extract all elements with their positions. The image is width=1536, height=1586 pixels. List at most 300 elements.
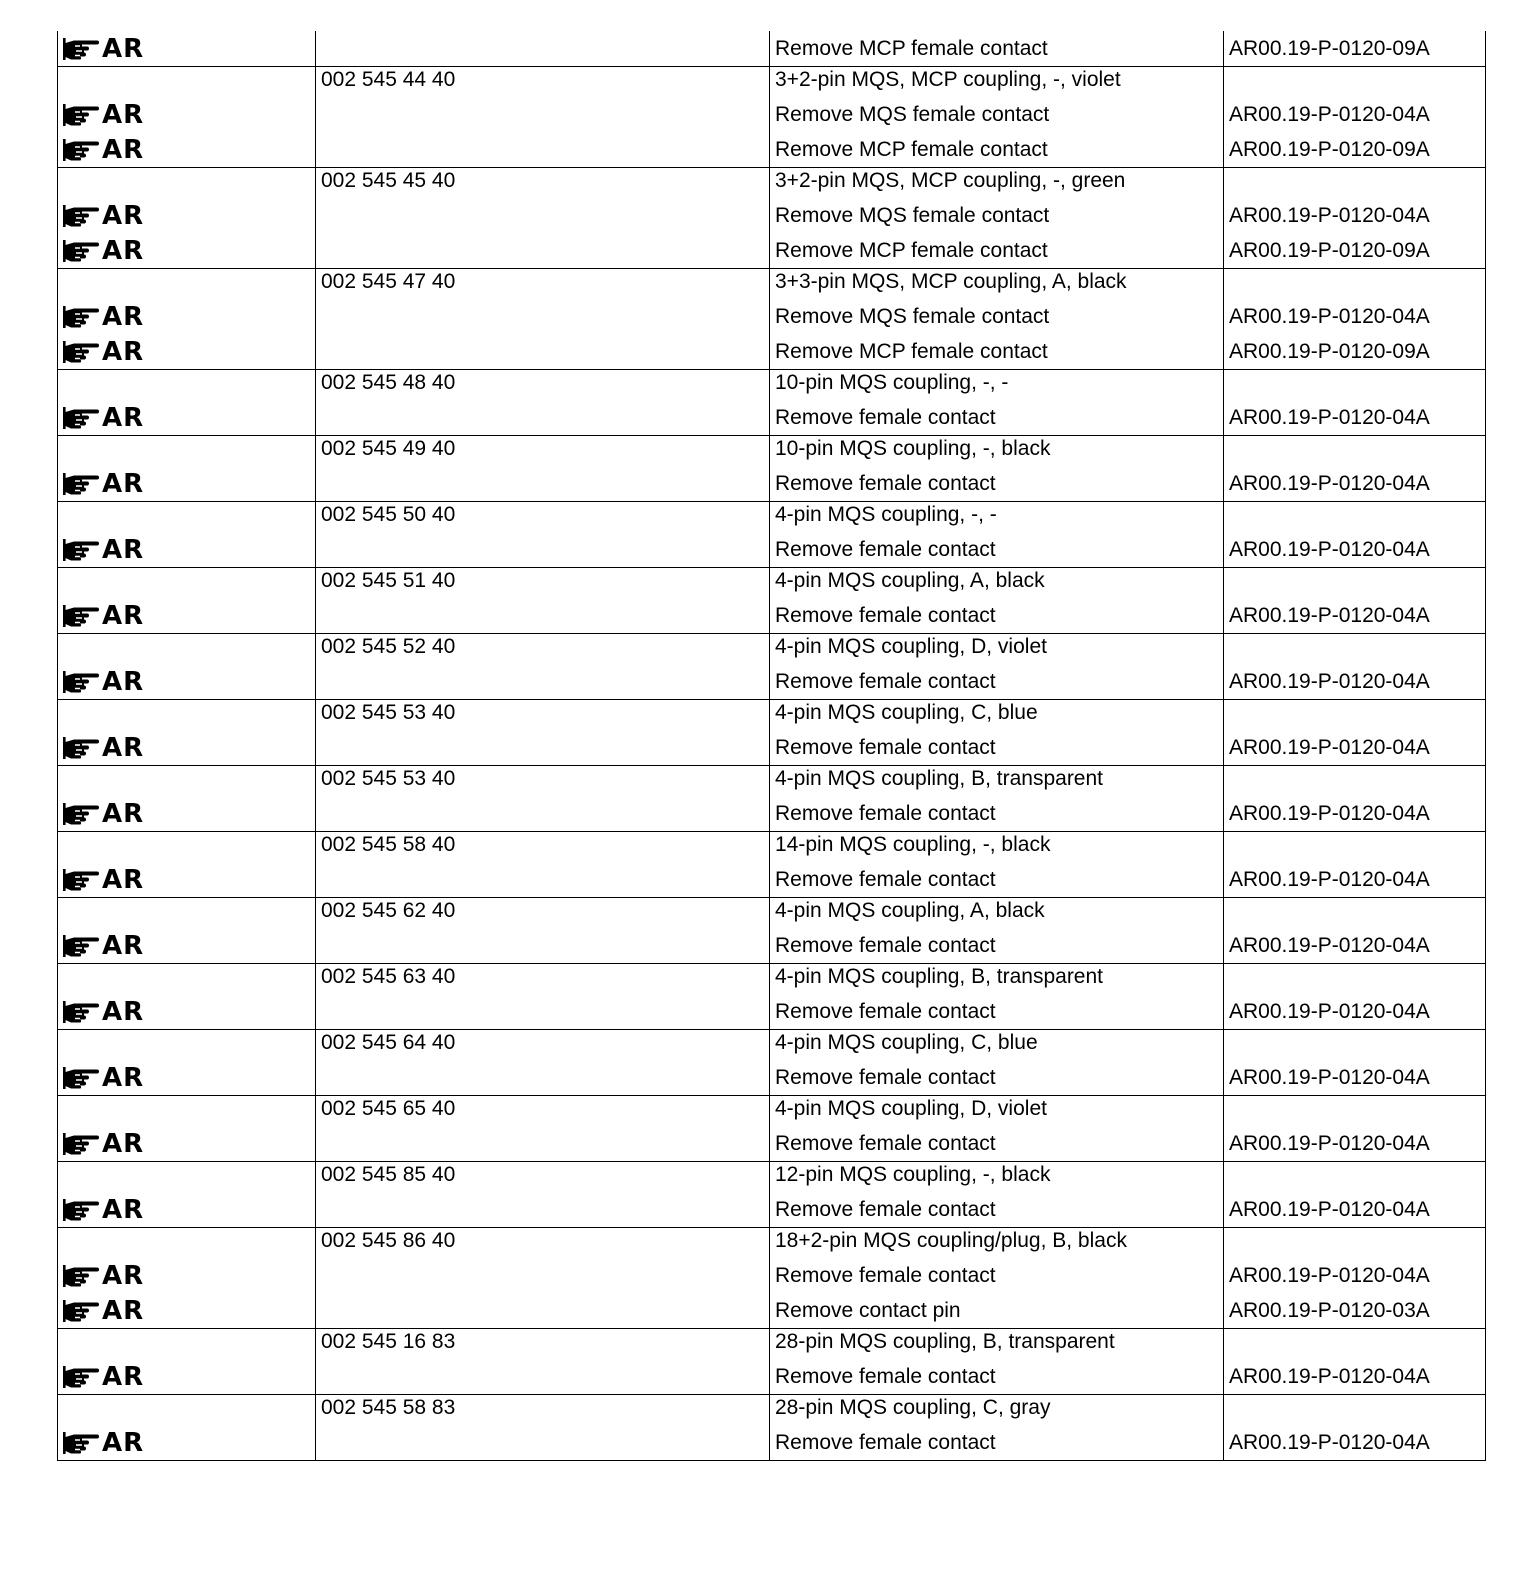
ar-link-content xyxy=(58,466,144,501)
empty-line xyxy=(316,334,769,369)
part-number: 002 545 63 40 xyxy=(321,965,456,988)
empty-line xyxy=(316,1258,769,1293)
table-row xyxy=(58,370,1486,436)
connector-title: 4-pin MQS coupling, A, black xyxy=(775,899,1045,922)
ar-link-cell xyxy=(58,766,316,832)
ar-link[interactable] xyxy=(58,97,315,132)
part-number: 002 545 58 83 xyxy=(321,1396,456,1419)
part-number: 002 545 51 40 xyxy=(321,569,456,592)
document-reference: AR00.19-P-0120-04A xyxy=(1229,603,1430,627)
document-reference: AR00.19-P-0120-04A xyxy=(1229,801,1430,825)
document-reference: AR00.19-P-0120-04A xyxy=(1229,1430,1430,1454)
ref-spacer xyxy=(1224,634,1485,664)
ar-link[interactable] xyxy=(58,400,315,435)
reference-cell xyxy=(1224,1395,1486,1461)
ar-spacer xyxy=(58,1096,315,1126)
table-row xyxy=(58,766,1486,832)
ar-link-cell xyxy=(58,1030,316,1096)
part-number: 002 545 47 40 xyxy=(321,270,456,293)
operation-text: Remove MQS female contact xyxy=(775,203,1050,227)
document-reference: AR00.19-P-0120-09A xyxy=(1229,339,1430,363)
ref-spacer xyxy=(1224,269,1485,299)
ar-link-content xyxy=(58,334,144,369)
document-reference: AR00.19-P-0120-04A xyxy=(1229,867,1430,891)
document-reference: AR00.19-P-0120-04A xyxy=(1229,735,1430,759)
ar-link-label: AR xyxy=(102,600,145,631)
ar-link[interactable] xyxy=(58,233,315,268)
ar-link-cell xyxy=(58,269,316,370)
empty-line xyxy=(316,664,769,699)
empty-line xyxy=(316,532,769,567)
ar-link[interactable] xyxy=(58,994,315,1029)
ar-link-label: AR xyxy=(102,996,145,1027)
operation-text: Remove female contact xyxy=(775,669,996,693)
operation-text: Remove female contact xyxy=(775,735,996,759)
ar-link-content xyxy=(58,796,144,831)
part-number: 002 545 53 40 xyxy=(321,767,456,790)
ar-link-label: AR xyxy=(102,134,145,165)
part-number-cell xyxy=(316,436,770,502)
empty-line xyxy=(316,132,769,167)
pointing-hand-icon xyxy=(62,339,100,365)
table-row xyxy=(58,832,1486,898)
ar-link-cell xyxy=(58,31,316,67)
ar-link[interactable] xyxy=(58,1359,315,1394)
description-cell xyxy=(770,1030,1224,1096)
ar-link-content xyxy=(58,664,144,699)
ar-link-label: AR xyxy=(102,468,145,499)
part-number-cell xyxy=(316,502,770,568)
reference-cell xyxy=(1224,1329,1486,1395)
connector-title: 4-pin MQS coupling, C, blue xyxy=(775,1031,1038,1054)
reference-cell xyxy=(1224,31,1486,67)
table-row xyxy=(58,31,1486,67)
empty-line xyxy=(316,31,769,66)
empty-line xyxy=(316,928,769,963)
document-reference: AR00.19-P-0120-09A xyxy=(1229,238,1430,262)
operation-text: Remove MCP female contact xyxy=(775,339,1048,363)
part-number-cell xyxy=(316,700,770,766)
pointing-hand-icon xyxy=(62,471,100,497)
connector-title: 3+2-pin MQS, MCP coupling, -, green xyxy=(775,169,1126,192)
pointing-hand-icon xyxy=(62,537,100,563)
ref-spacer xyxy=(1224,1329,1485,1359)
connector-title: 28-pin MQS coupling, C, gray xyxy=(775,1396,1051,1419)
reference-cell xyxy=(1224,634,1486,700)
part-number: 002 545 50 40 xyxy=(321,503,456,526)
ar-spacer xyxy=(58,832,315,862)
connector-title: 4-pin MQS coupling, D, violet xyxy=(775,1097,1047,1120)
ref-spacer xyxy=(1224,502,1485,532)
part-number: 002 545 45 40 xyxy=(321,169,456,192)
ar-link-label: AR xyxy=(102,1260,145,1291)
table-row xyxy=(58,168,1486,269)
ar-spacer xyxy=(58,269,315,299)
operation-text: Remove MQS female contact xyxy=(775,102,1050,126)
pointing-hand-icon xyxy=(62,1364,100,1390)
ar-link-cell xyxy=(58,1162,316,1228)
connector-title: 18+2-pin MQS coupling/plug, B, black xyxy=(775,1229,1127,1252)
document-reference: AR00.19-P-0120-04A xyxy=(1229,933,1430,957)
ref-spacer xyxy=(1224,1395,1485,1425)
document-reference: AR00.19-P-0120-04A xyxy=(1229,102,1430,126)
ar-link[interactable] xyxy=(58,862,315,897)
ar-link-label: AR xyxy=(102,402,145,433)
connector-title: 4-pin MQS coupling, C, blue xyxy=(775,701,1038,724)
empty-line xyxy=(316,598,769,633)
part-number-cell xyxy=(316,832,770,898)
reference-cell xyxy=(1224,1030,1486,1096)
pointing-hand-icon xyxy=(62,36,100,62)
connector-title: 3+2-pin MQS, MCP coupling, -, violet xyxy=(775,68,1121,91)
part-number-cell xyxy=(316,67,770,168)
ar-link-label: AR xyxy=(102,534,145,565)
ref-spacer xyxy=(1224,370,1485,400)
pointing-hand-icon xyxy=(62,603,100,629)
pointing-hand-icon xyxy=(62,304,100,330)
ar-link-label: AR xyxy=(102,930,145,961)
ref-spacer xyxy=(1224,436,1485,466)
document-reference: AR00.19-P-0120-04A xyxy=(1229,203,1430,227)
pointing-hand-icon xyxy=(62,1065,100,1091)
ar-spacer xyxy=(58,436,315,466)
reference-cell xyxy=(1224,1228,1486,1329)
document-reference: AR00.19-P-0120-04A xyxy=(1229,999,1430,1023)
document-reference: AR00.19-P-0120-04A xyxy=(1229,669,1430,693)
ar-link-content xyxy=(58,862,144,897)
operation-text: Remove MCP female contact xyxy=(775,238,1048,262)
document-reference: AR00.19-P-0120-03A xyxy=(1229,1298,1430,1322)
ar-spacer xyxy=(58,502,315,532)
ar-link-label: AR xyxy=(102,1361,145,1392)
pointing-hand-icon xyxy=(62,735,100,761)
empty-line xyxy=(316,1126,769,1161)
table-row xyxy=(58,634,1486,700)
pointing-hand-icon xyxy=(62,1430,100,1456)
document-reference: AR00.19-P-0120-04A xyxy=(1229,1131,1430,1155)
operation-text: Remove female contact xyxy=(775,867,996,891)
part-number-cell xyxy=(316,1030,770,1096)
ref-spacer xyxy=(1224,832,1485,862)
ar-spacer xyxy=(58,370,315,400)
connector-title: 4-pin MQS coupling, -, - xyxy=(775,503,997,526)
ar-link-label: AR xyxy=(102,666,145,697)
part-number: 002 545 53 40 xyxy=(321,701,456,724)
ar-link[interactable] xyxy=(58,664,315,699)
description-cell xyxy=(770,1162,1224,1228)
operation-text: Remove female contact xyxy=(775,1263,996,1287)
operation-text: Remove female contact xyxy=(775,1131,996,1155)
ref-spacer xyxy=(1224,700,1485,730)
pointing-hand-icon xyxy=(62,999,100,1025)
ar-link-cell xyxy=(58,1329,316,1395)
part-number-cell xyxy=(316,1162,770,1228)
reference-cell xyxy=(1224,436,1486,502)
table-row xyxy=(58,1030,1486,1096)
ar-link-content xyxy=(58,532,144,567)
document-reference: AR00.19-P-0120-09A xyxy=(1229,137,1430,161)
ar-link-cell xyxy=(58,832,316,898)
part-number: 002 545 16 83 xyxy=(321,1330,456,1353)
pointing-hand-icon xyxy=(62,238,100,264)
ref-spacer xyxy=(1224,766,1485,796)
ar-link[interactable] xyxy=(58,598,315,633)
ar-spacer xyxy=(58,1329,315,1359)
ar-link[interactable] xyxy=(58,730,315,765)
table-row xyxy=(58,1228,1486,1329)
empty-line xyxy=(316,1425,769,1460)
pointing-hand-icon xyxy=(62,1263,100,1289)
table-row xyxy=(58,568,1486,634)
empty-line xyxy=(316,796,769,831)
empty-line xyxy=(316,466,769,501)
connector-title: 28-pin MQS coupling, B, transparent xyxy=(775,1330,1115,1353)
ar-spacer xyxy=(58,964,315,994)
part-number-cell xyxy=(316,1395,770,1461)
pointing-hand-icon xyxy=(62,203,100,229)
table-row xyxy=(58,67,1486,168)
operation-text: Remove female contact xyxy=(775,1430,996,1454)
reference-cell xyxy=(1224,832,1486,898)
ar-spacer xyxy=(58,766,315,796)
ar-link-cell xyxy=(58,700,316,766)
reference-cell xyxy=(1224,269,1486,370)
ar-link-content xyxy=(58,233,144,268)
connector-title: 4-pin MQS coupling, D, violet xyxy=(775,635,1047,658)
ref-spacer xyxy=(1224,964,1485,994)
reference-cell xyxy=(1224,67,1486,168)
ar-link[interactable] xyxy=(58,132,315,167)
ar-link-cell xyxy=(58,370,316,436)
operation-text: Remove MCP female contact xyxy=(775,36,1048,60)
empty-line xyxy=(316,1060,769,1095)
ar-link[interactable] xyxy=(58,1126,315,1161)
connector-title: 3+3-pin MQS, MCP coupling, A, black xyxy=(775,270,1127,293)
table-row xyxy=(58,1329,1486,1395)
document-reference: AR00.19-P-0120-04A xyxy=(1229,1197,1430,1221)
pointing-hand-icon xyxy=(62,801,100,827)
ar-link-content xyxy=(58,928,144,963)
ref-spacer xyxy=(1224,67,1485,97)
reference-cell xyxy=(1224,700,1486,766)
ar-spacer xyxy=(58,700,315,730)
part-number-cell xyxy=(316,269,770,370)
pointing-hand-icon xyxy=(62,1298,100,1324)
part-number-cell xyxy=(316,370,770,436)
ar-link[interactable] xyxy=(58,299,315,334)
ar-link-cell xyxy=(58,634,316,700)
description-cell xyxy=(770,502,1224,568)
ar-link[interactable] xyxy=(58,532,315,567)
ar-spacer xyxy=(58,634,315,664)
ar-spacer xyxy=(58,1395,315,1425)
ar-spacer xyxy=(58,568,315,598)
ar-link-label: AR xyxy=(102,99,145,130)
description-cell xyxy=(770,1395,1224,1461)
ref-spacer xyxy=(1224,1162,1485,1192)
empty-line xyxy=(316,862,769,897)
part-number-cell xyxy=(316,1329,770,1395)
operation-text: Remove female contact xyxy=(775,1197,996,1221)
ref-spacer xyxy=(1224,568,1485,598)
part-number: 002 545 65 40 xyxy=(321,1097,456,1120)
operation-text: Remove contact pin xyxy=(775,1298,961,1322)
ar-link-label: AR xyxy=(102,1194,145,1225)
reference-cell xyxy=(1224,502,1486,568)
reference-cell xyxy=(1224,898,1486,964)
table-row xyxy=(58,1096,1486,1162)
ar-link-label: AR xyxy=(102,864,145,895)
ar-link-content xyxy=(58,400,144,435)
ar-link[interactable] xyxy=(58,198,315,233)
part-number: 002 545 44 40 xyxy=(321,68,456,91)
operation-text: Remove female contact xyxy=(775,999,996,1023)
part-number: 002 545 49 40 xyxy=(321,437,456,460)
description-cell xyxy=(770,370,1224,436)
document-reference: AR00.19-P-0120-04A xyxy=(1229,471,1430,495)
ar-link-content xyxy=(58,1359,144,1394)
empty-line xyxy=(316,1359,769,1394)
description-cell xyxy=(770,766,1224,832)
ref-spacer xyxy=(1224,1228,1485,1258)
operation-text: Remove female contact xyxy=(775,603,996,627)
connector-title: 14-pin MQS coupling, -, black xyxy=(775,833,1051,856)
pointing-hand-icon xyxy=(62,137,100,163)
ar-link[interactable] xyxy=(58,334,315,369)
pointing-hand-icon xyxy=(62,405,100,431)
ar-link-label: AR xyxy=(102,200,145,231)
description-cell xyxy=(770,1329,1224,1395)
ref-spacer xyxy=(1224,898,1485,928)
ar-spacer xyxy=(58,168,315,198)
ar-link-content xyxy=(58,31,144,66)
ar-link-content xyxy=(58,299,144,334)
part-number-cell xyxy=(316,634,770,700)
connector-title: 4-pin MQS coupling, A, black xyxy=(775,569,1045,592)
ar-link[interactable] xyxy=(58,1258,315,1293)
pointing-hand-icon xyxy=(62,1131,100,1157)
description-cell xyxy=(770,1096,1224,1162)
ar-link-content xyxy=(58,1425,144,1460)
ar-link-cell xyxy=(58,168,316,269)
part-number-cell xyxy=(316,964,770,1030)
table-row xyxy=(58,1162,1486,1228)
empty-line xyxy=(316,730,769,765)
operation-text: Remove female contact xyxy=(775,537,996,561)
operation-text: Remove female contact xyxy=(775,1065,996,1089)
connector-title: 4-pin MQS coupling, B, transparent xyxy=(775,767,1104,790)
document-reference: AR00.19-P-0120-04A xyxy=(1229,1065,1430,1089)
pointing-hand-icon xyxy=(62,669,100,695)
ar-link-cell xyxy=(58,502,316,568)
document-reference: AR00.19-P-0120-04A xyxy=(1229,1263,1430,1287)
connector-title: 10-pin MQS coupling, -, black xyxy=(775,437,1051,460)
part-number-cell xyxy=(316,168,770,269)
description-cell xyxy=(770,832,1224,898)
ar-link-cell xyxy=(58,436,316,502)
empty-line xyxy=(316,1293,769,1328)
part-number: 002 545 86 40 xyxy=(321,1229,456,1252)
ar-spacer xyxy=(58,1030,315,1060)
ar-link-cell xyxy=(58,964,316,1030)
connector-parts-table xyxy=(57,31,1486,1461)
operation-text: Remove female contact xyxy=(775,801,996,825)
table-row xyxy=(58,898,1486,964)
part-number: 002 545 48 40 xyxy=(321,371,456,394)
ar-link[interactable] xyxy=(58,1060,315,1095)
ar-link-content xyxy=(58,1126,144,1161)
ar-link[interactable] xyxy=(58,31,315,66)
description-cell xyxy=(770,67,1224,168)
reference-cell xyxy=(1224,370,1486,436)
ar-link-content xyxy=(58,1293,144,1328)
connector-title: 10-pin MQS coupling, -, - xyxy=(775,371,1009,394)
ar-link-label: AR xyxy=(102,1295,145,1326)
reference-cell xyxy=(1224,1096,1486,1162)
operation-text: Remove female contact xyxy=(775,933,996,957)
description-cell xyxy=(770,1228,1224,1329)
ar-link-label: AR xyxy=(102,798,145,829)
ar-link[interactable] xyxy=(58,1192,315,1227)
ar-link-label: AR xyxy=(102,1427,145,1458)
document-reference: AR00.19-P-0120-04A xyxy=(1229,405,1430,429)
document-reference: AR00.19-P-0120-04A xyxy=(1229,537,1430,561)
table-row xyxy=(58,436,1486,502)
reference-cell xyxy=(1224,568,1486,634)
ar-link-cell xyxy=(58,568,316,634)
ar-link[interactable] xyxy=(58,1425,315,1460)
table-row xyxy=(58,700,1486,766)
empty-line xyxy=(316,1192,769,1227)
pointing-hand-icon xyxy=(62,1197,100,1223)
ar-link-label: AR xyxy=(102,1062,145,1093)
ar-spacer xyxy=(58,1228,315,1258)
part-number-cell xyxy=(316,1228,770,1329)
table-row xyxy=(58,1395,1486,1461)
reference-cell xyxy=(1224,168,1486,269)
pointing-hand-icon xyxy=(62,102,100,128)
part-number: 002 545 62 40 xyxy=(321,899,456,922)
ar-link[interactable] xyxy=(58,928,315,963)
empty-line xyxy=(316,97,769,132)
ar-spacer xyxy=(58,1162,315,1192)
part-number-cell xyxy=(316,568,770,634)
table-row xyxy=(58,269,1486,370)
document-reference: AR00.19-P-0120-09A xyxy=(1229,36,1430,60)
pointing-hand-icon xyxy=(62,867,100,893)
description-cell xyxy=(770,269,1224,370)
ar-link-content xyxy=(58,132,144,167)
ar-link[interactable] xyxy=(58,796,315,831)
operation-text: Remove MQS female contact xyxy=(775,304,1050,328)
ar-link-label: AR xyxy=(102,33,145,64)
operation-text: Remove MCP female contact xyxy=(775,137,1048,161)
operation-text: Remove female contact xyxy=(775,471,996,495)
ref-spacer xyxy=(1224,1030,1485,1060)
part-number-cell xyxy=(316,898,770,964)
ar-link-cell xyxy=(58,1395,316,1461)
description-cell xyxy=(770,700,1224,766)
reference-cell xyxy=(1224,1162,1486,1228)
ar-link[interactable] xyxy=(58,466,315,501)
connector-title: 12-pin MQS coupling, -, black xyxy=(775,1163,1051,1186)
empty-line xyxy=(316,400,769,435)
table-row xyxy=(58,502,1486,568)
ar-link[interactable] xyxy=(58,1293,315,1328)
ar-link-content xyxy=(58,198,144,233)
ar-link-cell xyxy=(58,898,316,964)
ar-link-content xyxy=(58,97,144,132)
